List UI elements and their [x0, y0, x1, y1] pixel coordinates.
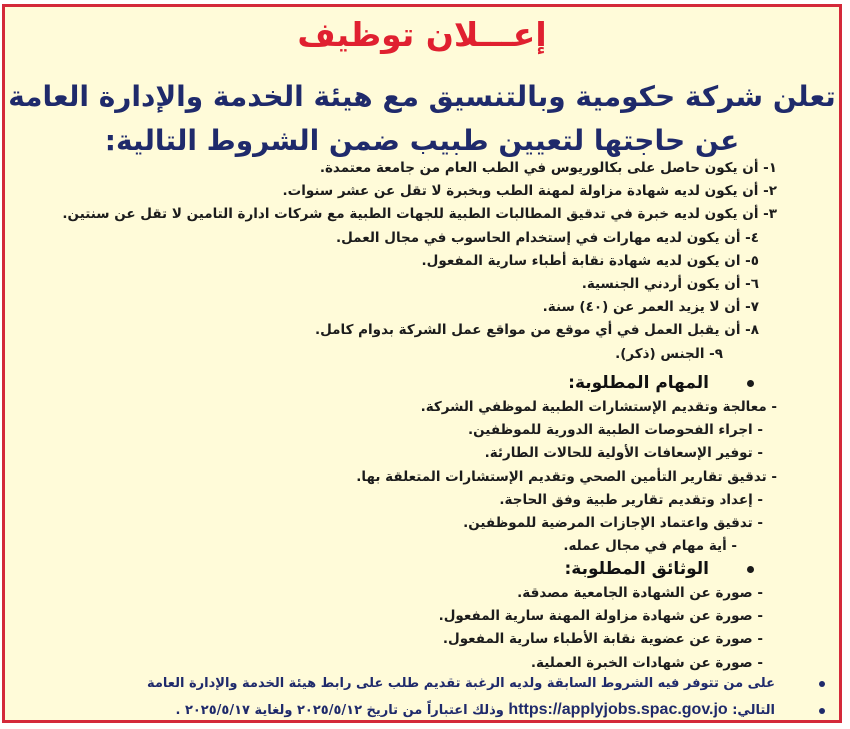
task-item: - اجراء الفحوصات الطبية الدورية للموظفين.	[468, 422, 763, 439]
task-item: - معالجة وتقديم الإستشارات الطبية لموظفي الشركة.	[420, 399, 777, 415]
tasks-heading	[568, 371, 754, 395]
bullet-icon	[747, 566, 754, 573]
task-item: - إعداد وتقديم تقارير طبية وفق الحاجة.	[499, 491, 763, 508]
document-item: - صورة عن شهادات الخبرة العملية.	[530, 654, 763, 671]
condition-item: ٢- أن يكون لديه شهادة مزاولة لمهنة الطب وبخبرة لا تقل عن عشر سنوات.	[282, 183, 777, 200]
footer-line-1: على من تتوفر فيه الشروط السابقة ولديه الرغبة تقديم طلب على رابط هيئة الخدمة والإدارة العامة	[146, 676, 775, 691]
task-item: - أية مهام في مجال عمله.	[563, 538, 737, 555]
documents-heading	[564, 557, 754, 581]
bullet-icon	[819, 708, 825, 714]
task-item: - تدقيق واعتماد الإجازات المرضية للموظفين.	[463, 515, 763, 532]
condition-item: ٧- أن لا يزيد العمر عن (٤٠) سنة.	[542, 299, 759, 316]
condition-item: ٣- أن يكون لديه خبرة في تدقيق المطالبات الطبية للجهات الطبية مع شركات ادارة التامين لا تقل عن سنتين.	[62, 206, 777, 223]
condition-item: ١- أن يكون حاصل على بكالوريوس في الطب العام من جامعة معتمدة.	[319, 160, 777, 176]
footer-prefix: التالي:	[732, 703, 775, 718]
documents-heading-text: الوثائق المطلوبة:	[564, 559, 709, 579]
footer-instructions	[25, 671, 825, 697]
condition-item: ٩- الجنس (ذكر).	[615, 345, 723, 362]
task-item: - تدقيق تقارير التأمين الصحي وتقديم الإستشارات المتعلقة بها.	[356, 468, 777, 485]
conditions-list	[25, 157, 777, 366]
document-item: - صورة عن الشهادة الجامعية مصدقة.	[517, 585, 763, 601]
apply-url-link[interactable]: https://applyjobs.spac.gov.jo	[508, 701, 728, 718]
announcement-frame	[2, 4, 842, 723]
condition-item: ٦- أن يكون أردني الجنسية.	[581, 276, 759, 293]
footer-apply-link	[25, 697, 825, 724]
headline-line-1: تعلن شركة حكومية وبالتنسيق مع هيئة الخدمة والإدارة العامة	[8, 80, 836, 113]
footer-dates: وذلك اعتباراً من تاريخ ٢٠٢٥/٥/١٢ ولغاية ٢٠٢٥/٥/١٧ .	[175, 703, 504, 718]
task-item: - توفير الإسعافات الأولية للحالات الطارئة.	[484, 445, 763, 462]
condition-item: ٨- أن يقبل العمل في أي موقع من مواقع عمل الشركة بدوام كامل.	[315, 322, 759, 339]
announcement-title: إعـــلان توظيف	[297, 15, 547, 54]
headline-line-2: عن حاجتها لتعيين طبيب ضمن الشروط التالية:	[104, 124, 740, 157]
tasks-list	[25, 396, 777, 558]
documents-list	[25, 582, 777, 675]
bullet-icon	[747, 380, 754, 387]
document-item: - صورة عن عضوية نقابة الأطباء سارية المفعول.	[442, 631, 763, 648]
tasks-heading-text: المهام المطلوبة:	[568, 373, 709, 393]
condition-item: ٤- أن يكون لديه مهارات في إستخدام الحاسوب في مجال العمل.	[335, 229, 759, 246]
document-item: - صورة عن شهادة مزاولة المهنة سارية المفعول.	[438, 608, 763, 625]
condition-item: ٥- ان يكون لديه شهادة نقابة أطباء سارية المفعول.	[421, 252, 759, 269]
bullet-icon	[819, 681, 825, 687]
